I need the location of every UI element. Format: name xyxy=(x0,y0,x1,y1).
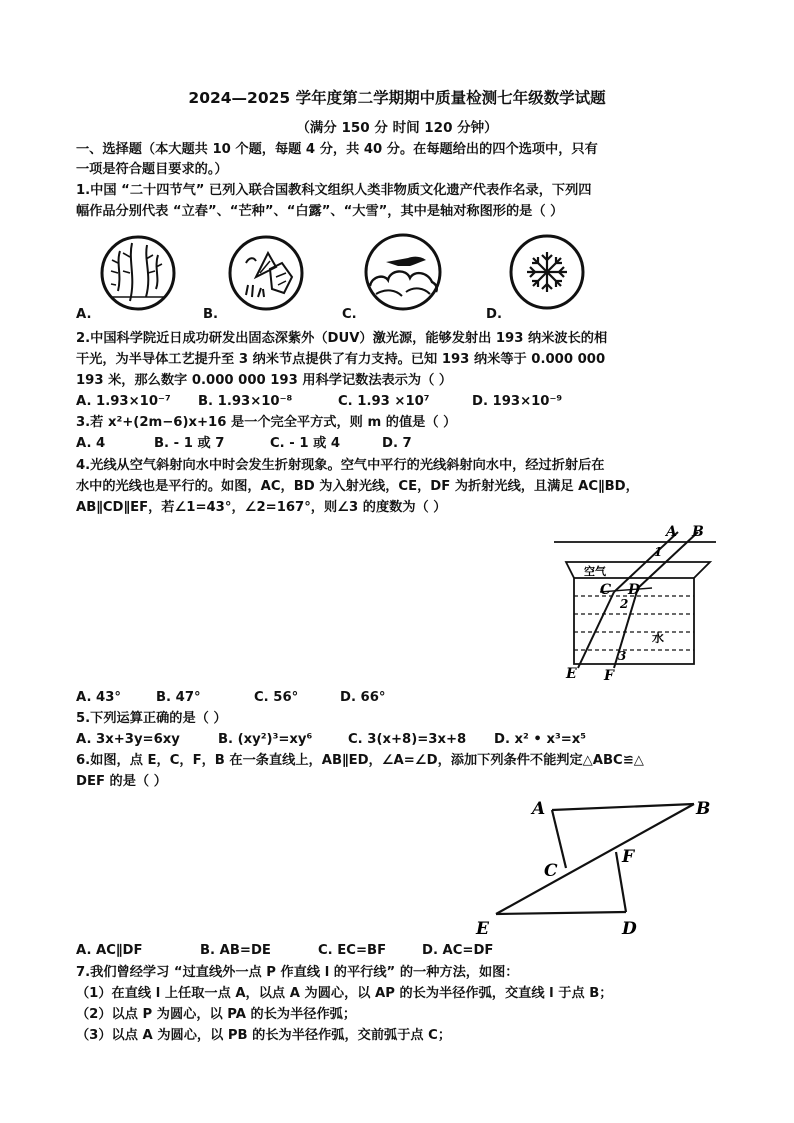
grain-in-ear-icon xyxy=(220,233,312,313)
q2-text-line3: 193 米，那么数字 0.000 000 193 用科学记数法表示为（ ） xyxy=(76,373,453,388)
q2-text-line1: 2.中国科学院近日成功研发出固态深紫外（DUV）激光源，能够发射出 193 纳米波长的相 xyxy=(76,331,608,346)
q3-option-b: B. - 1 或 7 xyxy=(154,436,225,451)
section-intro-line2: 一项是符合题目要求的。） xyxy=(76,162,228,177)
q6-label-d: D xyxy=(622,919,637,939)
q7-step2: （2）以点 P 为圆心，以 PA 的长为半径作弧； xyxy=(76,1007,357,1022)
q4-label-d: D xyxy=(628,582,641,598)
q6-option-c: C. EC=BF xyxy=(318,943,387,958)
q4-angle-3: 3 xyxy=(618,649,627,663)
q6-label-f: F xyxy=(622,847,635,867)
q4-label-c: C xyxy=(600,582,612,598)
section-intro-line1: 一、选择题（本大题共 10 个题，每题 4 分，共 40 分。在每题给出的四个选项中，只有 xyxy=(76,142,598,157)
q4-text-line3: AB∥CD∥EF，若∠1=43°，∠2=167°，则∠3 的度数为（ ） xyxy=(76,500,447,515)
q1-option-d: D. xyxy=(486,307,502,322)
q6-option-b: B. AB=DE xyxy=(200,943,271,958)
q4-angle-1: 1 xyxy=(654,545,663,559)
q4-water-label: 水 xyxy=(652,631,665,645)
q3-text-line1: 3.若 x²+(2m−6)x+16 是一个完全平方式，则 m 的值是（ ） xyxy=(76,415,457,430)
q1-option-a: A. xyxy=(76,307,92,322)
q6-option-a: A. AC∥DF xyxy=(76,943,143,958)
q4-option-d: D. 66° xyxy=(340,690,386,705)
q5-option-a: A. 3x+3y=6xy xyxy=(76,732,180,747)
q4-option-c: C. 56° xyxy=(254,690,299,705)
q1-text-line2: 幅作品分别代表 “立春”、“芒种”、“白露”、“大雪”，其中是轴对称图形的是（ ） xyxy=(76,204,564,219)
q6-label-a: A xyxy=(532,799,546,819)
q4-label-a: A xyxy=(666,524,677,540)
white-dew-icon xyxy=(356,230,450,312)
q1-text-line1: 1.中国 “二十四节气” 已列入联合国教科文组织人类非物质文化遗产代表作名录，下列四 xyxy=(76,183,592,198)
snowflake-icon xyxy=(501,232,593,312)
q4-text-line1: 4.光线从空气斜射向水中时会发生折射现象。空气中平行的光线斜射向水中，经过折射后在 xyxy=(76,458,605,473)
q5-option-d: D. x² • x³=x⁵ xyxy=(494,732,587,747)
q7-step3: （3）以点 A 为圆心，以 PB 的长为半径作弧，交前弧于点 C； xyxy=(76,1028,452,1043)
q2-option-a: A. 1.93×10⁻⁷ xyxy=(76,394,171,409)
q2-text-line2: 干光，为半导体工艺提升至 3 纳米节点提供了有力支持。已知 193 纳米等于 0.000 000 xyxy=(76,352,606,367)
q1-option-b: B. xyxy=(203,307,219,322)
q6-text-line1: 6.如图，点 E，C，F，B 在一条直线上，AB∥ED，∠A=∠D，添加下列条件不能判定△ABC≌△ xyxy=(76,753,644,768)
q4-angle-2: 2 xyxy=(620,597,629,611)
q3-option-a: A. 4 xyxy=(76,436,106,451)
q6-label-e: E xyxy=(476,919,489,939)
q6-option-d: D. AC=DF xyxy=(422,943,494,958)
q3-option-c: C. - 1 或 4 xyxy=(270,436,341,451)
q7-step1: （1）在直线 l 上任取一点 A，以点 A 为圆心，以 AP 的长为半径作弧，交直线 l 于点 B； xyxy=(76,986,613,1001)
q4-label-f: F xyxy=(604,668,614,682)
q2-option-c: C. 1.93 ×10⁷ xyxy=(338,394,430,409)
q4-label-b: B xyxy=(692,524,704,540)
q6-label-b: B xyxy=(696,799,711,819)
q5-text-line1: 5.下列运算正确的是（ ） xyxy=(76,711,227,726)
refraction-figure xyxy=(548,522,720,682)
q4-text-line2: 水中的光线也是平行的。如图，AC，BD 为入射光线，CE，DF 为折射光线，且满足 AC∥BD， xyxy=(76,479,639,494)
q2-option-b: B. 1.93×10⁻⁸ xyxy=(198,394,293,409)
q4-option-a: A. 43° xyxy=(76,690,121,705)
q4-option-b: B. 47° xyxy=(156,690,201,705)
q6-label-c: C xyxy=(544,861,558,881)
q6-text-line2: DEF 的是（ ） xyxy=(76,774,167,789)
triangles-figure xyxy=(470,792,720,942)
q1-option-c: C. xyxy=(342,307,357,322)
spring-icon xyxy=(92,233,184,313)
q5-option-b: B. (xy²)³=xy⁶ xyxy=(218,732,313,747)
page-subtitle: （满分 150 分 时间 120 分钟） xyxy=(296,120,498,136)
q5-option-c: C. 3(x+8)=3x+8 xyxy=(348,732,467,747)
q4-air-label: 空气 xyxy=(584,565,606,578)
q3-option-d: D. 7 xyxy=(382,436,412,451)
q4-label-e: E xyxy=(566,666,577,682)
page-title: 2024—2025 学年度第二学期期中质量检测七年级数学试题 xyxy=(188,89,606,107)
q2-option-d: D. 193×10⁻⁹ xyxy=(472,394,563,409)
q7-text-line1: 7.我们曾经学习 “过直线外一点 P 作直线 l 的平行线” 的一种方法，如图： xyxy=(76,965,519,980)
